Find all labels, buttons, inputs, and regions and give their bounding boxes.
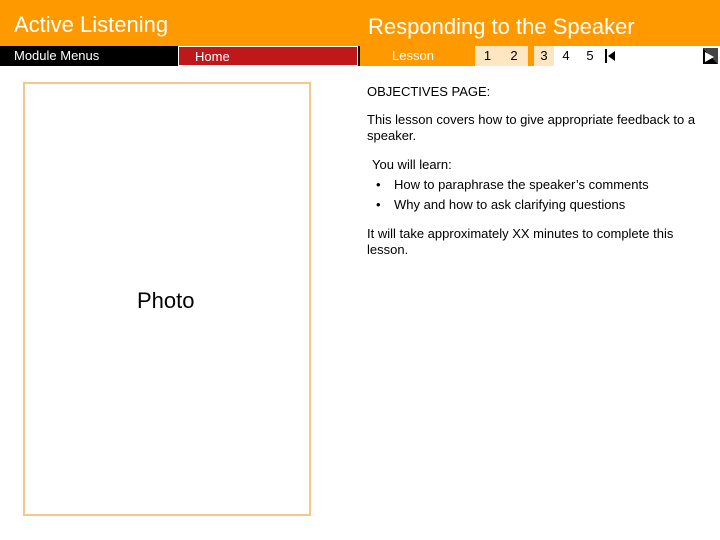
objectives-title: OBJECTIVES PAGE: xyxy=(367,84,491,99)
page-link-2[interactable]: 2 xyxy=(500,46,528,66)
lesson-title: Responding to the Speaker xyxy=(368,14,635,39)
app-title: Active Listening xyxy=(14,12,169,37)
list-item-text: How to paraphrase the speaker’s comments xyxy=(394,177,649,192)
next-page-button[interactable] xyxy=(700,46,720,66)
home-button-label: Home xyxy=(195,49,230,64)
learn-heading: You will learn: xyxy=(372,157,452,172)
photo-label: Photo xyxy=(137,288,195,313)
page-link-3[interactable]: 3 xyxy=(534,46,554,66)
bullet-icon: • xyxy=(376,177,381,192)
previous-page-button[interactable] xyxy=(604,48,616,64)
home-button[interactable] xyxy=(178,46,358,66)
triangle-left-icon xyxy=(604,48,616,64)
page-link-1[interactable]: 1 xyxy=(475,46,500,66)
page-link-5[interactable]: 5 xyxy=(586,48,594,63)
page-link-4[interactable]: 4 xyxy=(562,48,570,63)
list-item xyxy=(376,197,625,213)
triangle-right-icon xyxy=(700,46,720,66)
current-page-number: 12 xyxy=(648,48,662,62)
module-menus-link[interactable]: Module Menus xyxy=(14,48,100,63)
time-note: It will take approximately XX minutes to complete this lesson. xyxy=(367,226,674,257)
intro-paragraph: This lesson covers how to give appropriate feedback to a speaker. xyxy=(367,112,696,143)
list-item xyxy=(376,177,649,193)
lesson-label: Lesson xyxy=(392,48,434,63)
list-item-text: Why and how to ask clarifying questions xyxy=(394,197,626,212)
bullet-icon: • xyxy=(376,197,381,212)
